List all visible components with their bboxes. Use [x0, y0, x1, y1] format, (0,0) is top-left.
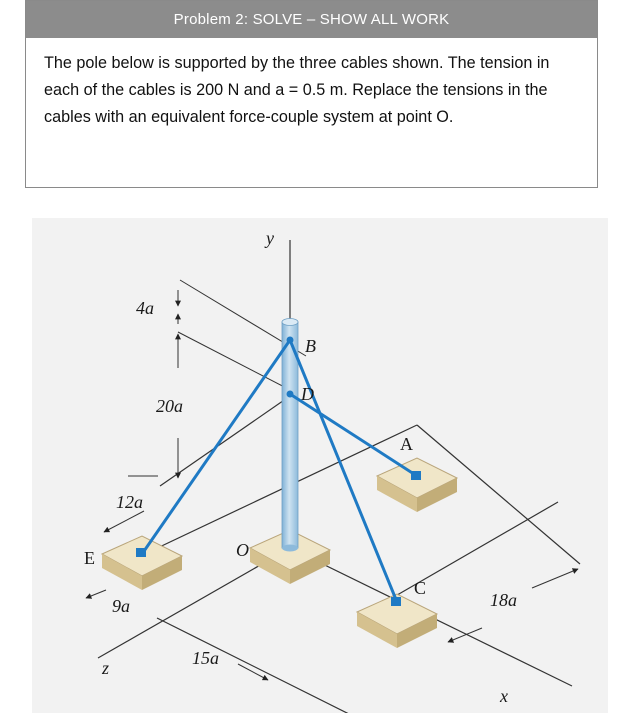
label-origin: O	[236, 540, 249, 560]
label-dim-12a: 12a	[116, 492, 143, 512]
pole-cable-figure	[32, 218, 608, 713]
problem-statement: The pole below is supported by the three cables shown. The tension in each of the cables is 200 N and a = 0.5 m. Replace the tensions in the cables with an equivalent force-couple system at point O.	[44, 54, 550, 126]
figure-svg	[32, 218, 608, 713]
label-point-a: A	[400, 434, 413, 454]
label-dim-9a: 9a	[112, 596, 130, 616]
label-dim-18a: 18a	[490, 590, 517, 610]
label-dim-4a: 4a	[136, 298, 154, 318]
problem-header: Problem 2: SOLVE – SHOW ALL WORK	[26, 1, 597, 38]
label-point-c: C	[414, 578, 427, 598]
label-x-axis: x	[500, 686, 508, 706]
label-z-axis: z	[102, 658, 110, 678]
label-y-axis: y	[266, 228, 274, 248]
label-dim-20a: 20a	[156, 396, 183, 416]
label-point-d: D	[301, 384, 314, 404]
label-point-b: B	[305, 336, 316, 356]
problem-box	[25, 0, 598, 188]
label-dim-15a: 15a	[192, 648, 219, 668]
label-point-e: E	[84, 548, 95, 568]
figure-background	[32, 218, 608, 713]
